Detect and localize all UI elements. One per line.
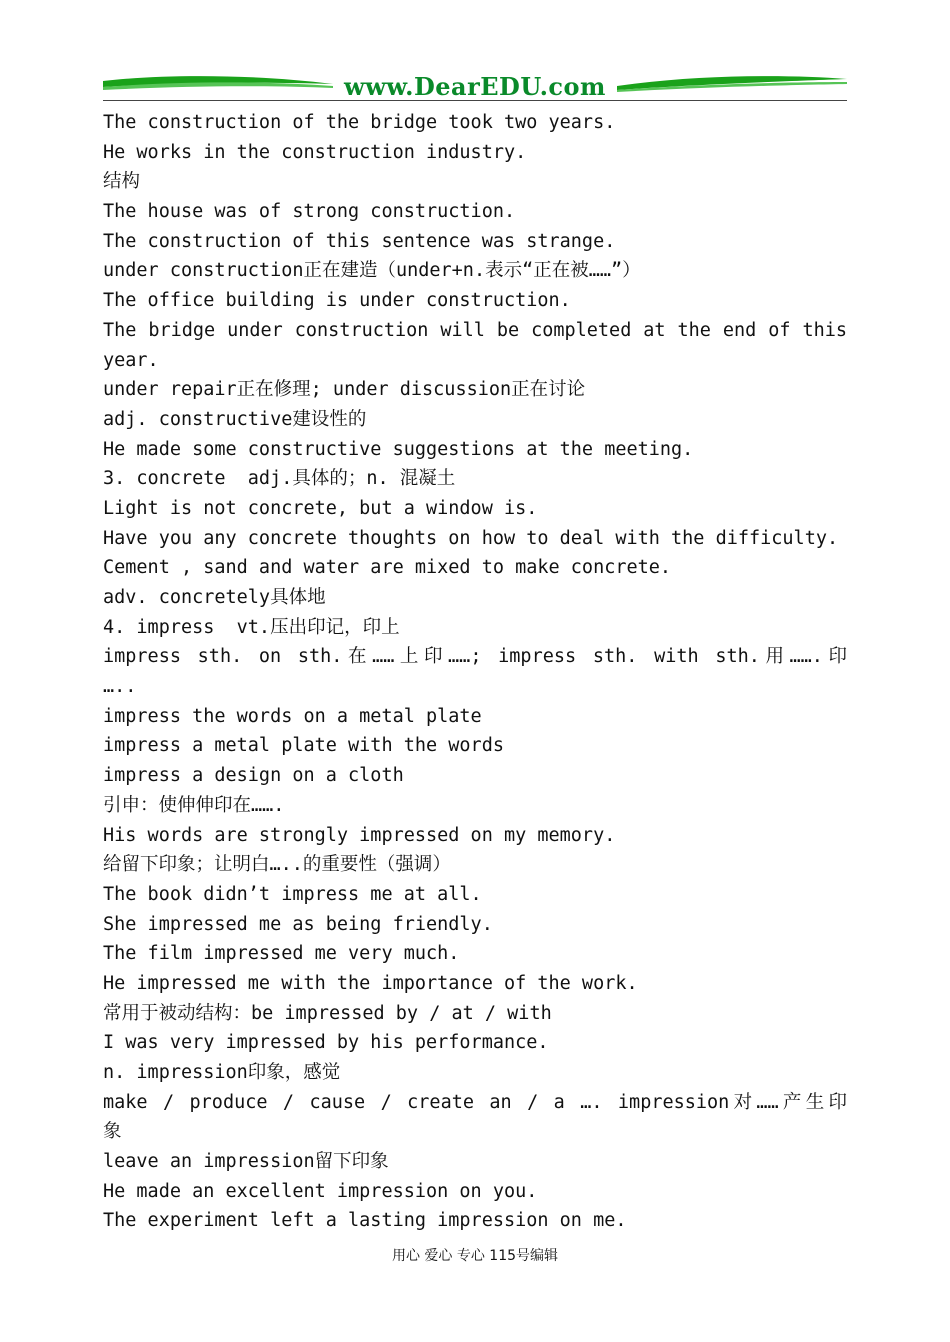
text-line: He works in the construction industry. xyxy=(103,141,527,163)
text-line: under repair正在修理; under discussion正在讨论 xyxy=(103,379,586,401)
text-line: 3. concrete adj.具体的；n. 混凝土 xyxy=(103,468,456,490)
document-body xyxy=(103,108,847,1236)
text-line: I was very impressed by his performance. xyxy=(103,1032,549,1054)
text-line: Cement , sand and water are mixed to make concrete. xyxy=(103,557,672,579)
text-line: The bridge under construction will be completed at the end of this xyxy=(103,319,847,341)
text-line: 给留下印象；让明白…..的重要性（强调） xyxy=(103,854,451,876)
text-line: leave an impression留下印象 xyxy=(103,1151,389,1173)
text-line: impress a metal plate with the words xyxy=(103,735,504,757)
text-line: impress sth. on sth.在……上印……; impress sth. with sth.用…….印 xyxy=(103,646,847,668)
text-line: 常用于被动结构：be impressed by / at / with xyxy=(103,1002,552,1024)
site-logo: www.DearEDU.com xyxy=(103,74,847,100)
text-line: n. impression印象，感觉 xyxy=(103,1062,341,1083)
text-line: The office building is under construction. xyxy=(103,290,571,312)
text-line: year. xyxy=(103,349,159,371)
text-line: The experiment left a lasting impression on me. xyxy=(103,1210,627,1232)
text-line: ….. xyxy=(103,676,137,698)
text-line: adj. constructive建设性的 xyxy=(103,408,367,430)
text-line: 结构 xyxy=(103,171,141,193)
text-line: impress a design on a cloth xyxy=(103,765,404,787)
text-line: She impressed me as being friendly. xyxy=(103,913,493,935)
text-line: make / produce / cause / create an / a …. impression对……产生印 xyxy=(103,1091,847,1113)
page-header xyxy=(103,72,847,102)
header-divider xyxy=(103,100,847,101)
text-line: 4. impress vt.压出印记，印上 xyxy=(103,616,400,638)
text-line: Have you any concrete thoughts on how to deal with the difficulty. xyxy=(103,527,839,549)
text-line: The book didn’t impress me at all. xyxy=(103,883,482,905)
text-line: adv. concretely具体地 xyxy=(103,587,326,608)
text-line: 象 xyxy=(103,1121,122,1143)
text-line: The film impressed me very much. xyxy=(103,943,460,965)
text-line: He made some constructive suggestions at the meeting. xyxy=(103,438,694,460)
text-line: His words are strongly impressed on my memory. xyxy=(103,824,616,846)
text-line: He made an excellent impression on you. xyxy=(103,1180,538,1202)
text-line: Light is not concrete, but a window is. xyxy=(103,497,538,519)
text-line: The house was of strong construction. xyxy=(103,201,516,223)
text-line: impress the words on a metal plate xyxy=(103,705,482,727)
text-line: The construction of the bridge took two years. xyxy=(103,112,616,133)
text-line: 引申：使伸伸印在……. xyxy=(103,794,285,816)
text-line: The construction of this sentence was strange. xyxy=(103,230,616,252)
page-footer: 用心 爱心 专心 115号编辑 xyxy=(391,1248,559,1264)
text-line: under construction正在建造（under+n.表示“正在被……”） xyxy=(103,260,641,282)
text-line: He impressed me with the importance of the work. xyxy=(103,972,638,994)
